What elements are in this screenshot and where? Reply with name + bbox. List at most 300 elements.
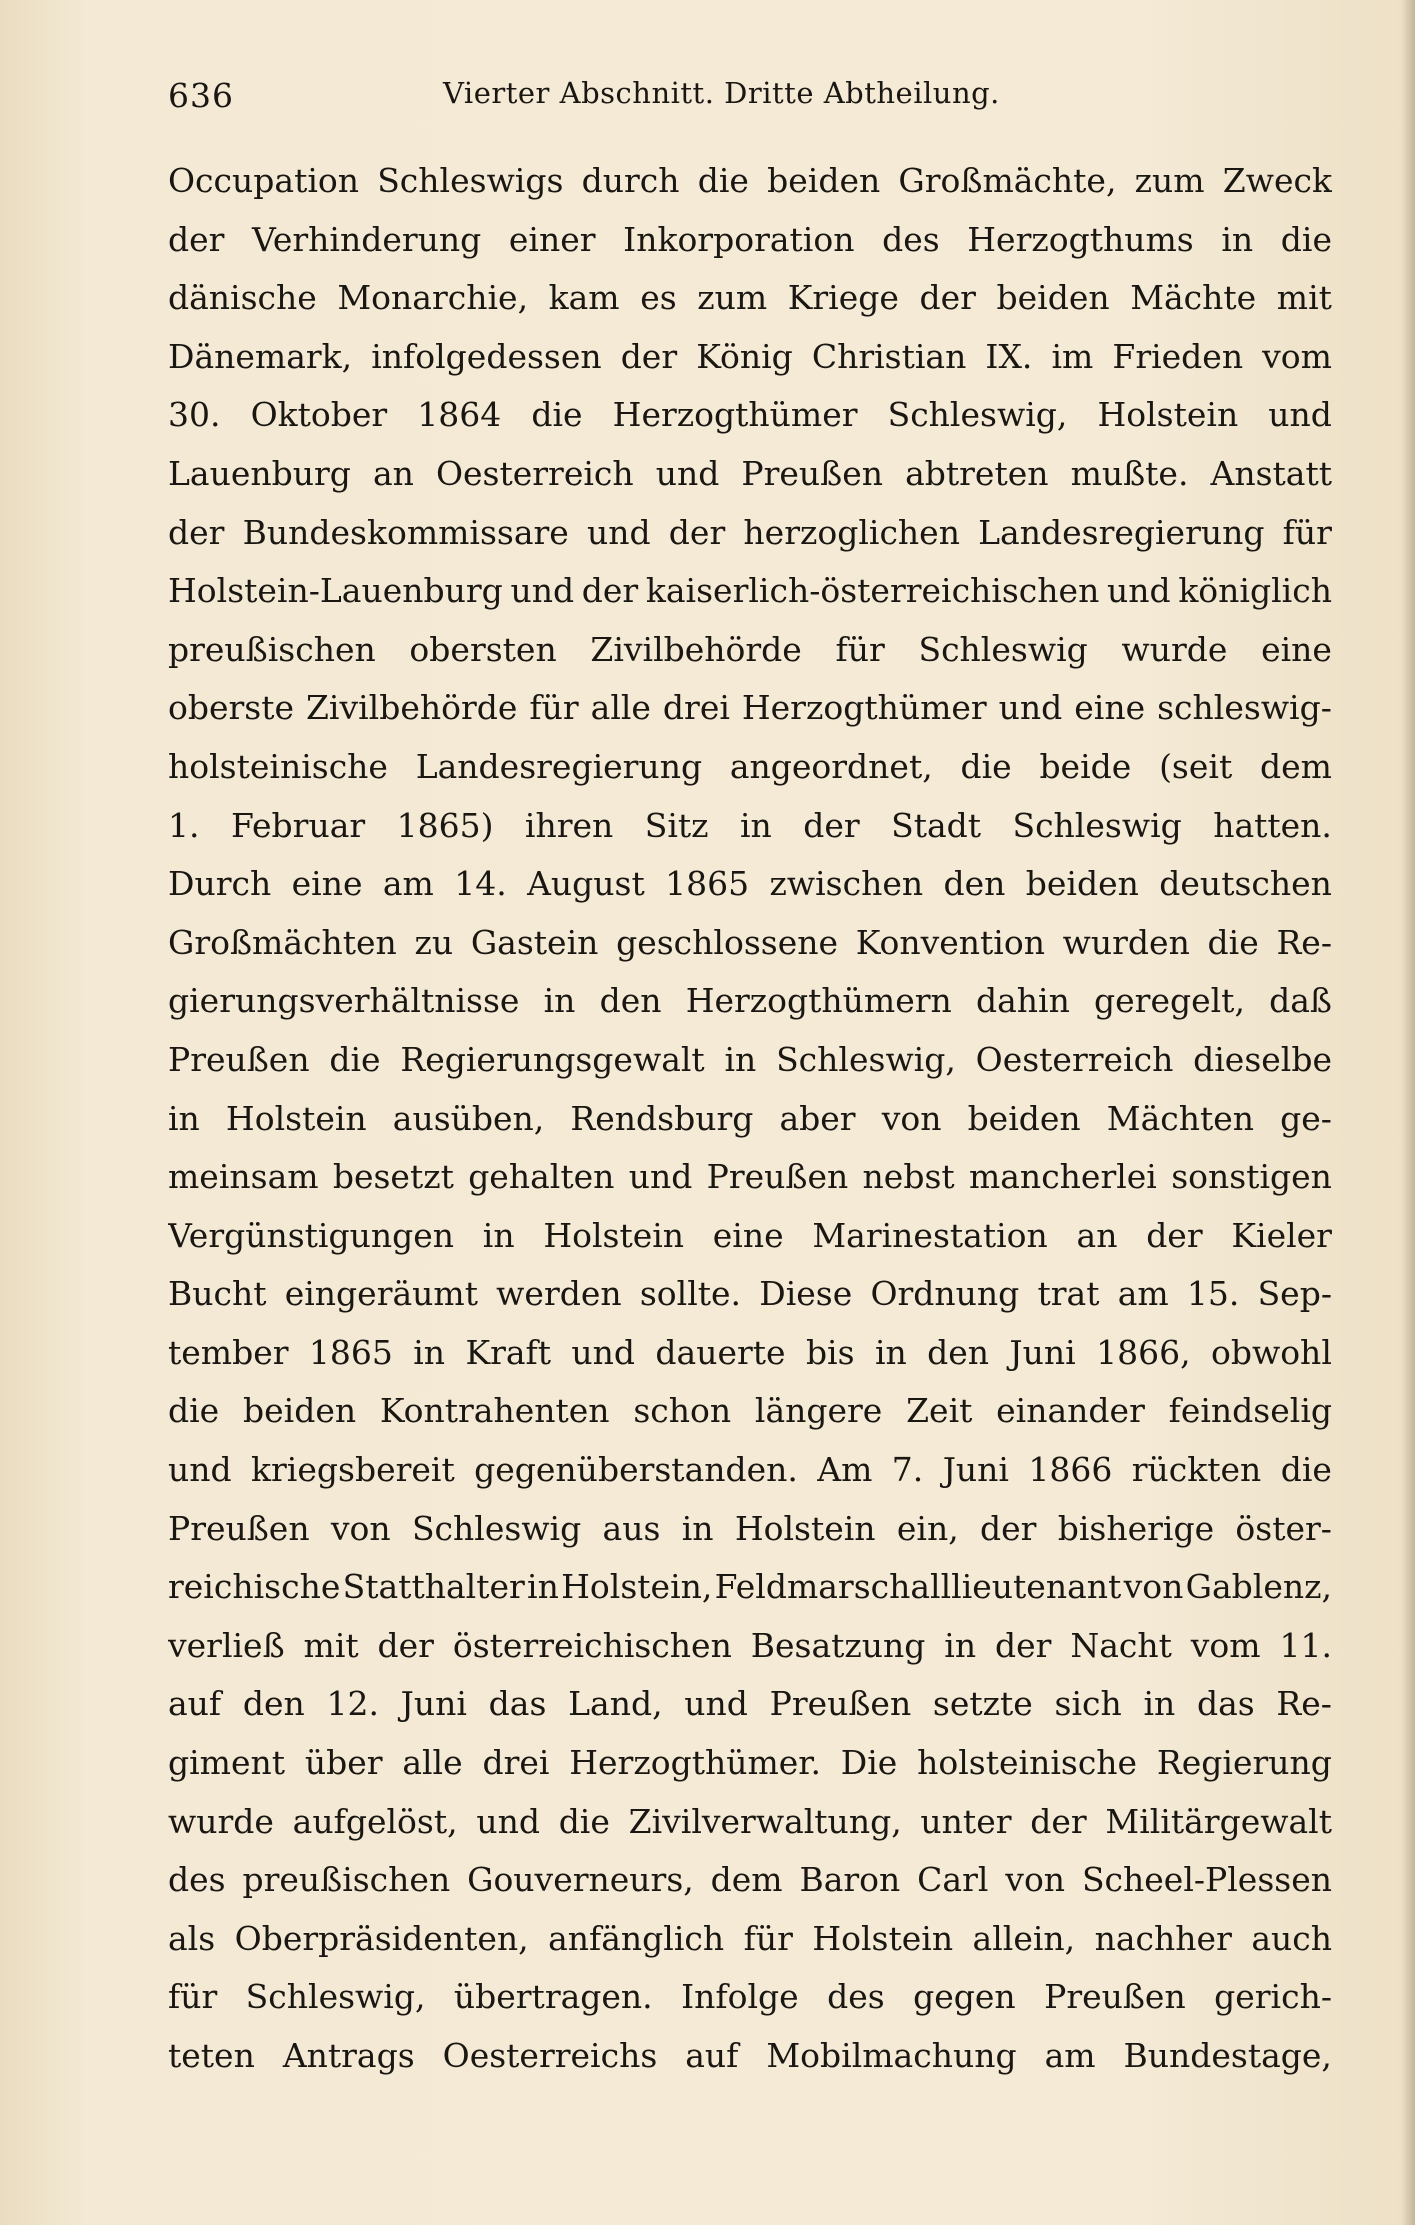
word: Gastein: [470, 922, 599, 962]
page-number: 636: [168, 76, 234, 115]
word: 1866,: [1096, 1332, 1191, 1372]
text-line: [168, 738, 1332, 797]
word: öster-: [1235, 1508, 1332, 1548]
word: in: [413, 1332, 446, 1372]
word: der: [995, 1625, 1052, 1665]
word: Carl: [917, 1860, 989, 1900]
word: Gouverneurs,: [467, 1860, 694, 1900]
word: mußte.: [1070, 453, 1189, 493]
word: Preußen: [706, 1157, 849, 1197]
word: obwohl: [1210, 1332, 1332, 1372]
text-line: [168, 1382, 1332, 1441]
word: Antrags: [282, 2036, 415, 2075]
word: Oesterreich: [975, 1039, 1174, 1079]
word: und: [684, 1684, 748, 1724]
word: gegenüberstanden.: [474, 1450, 798, 1490]
word: aber: [779, 1098, 856, 1138]
text-line: [168, 1207, 1332, 1266]
word: in: [944, 1625, 977, 1665]
word: Holstein: [734, 1508, 876, 1548]
word: der: [377, 1625, 434, 1665]
word: IX.: [985, 336, 1033, 376]
word: auch: [1251, 1918, 1332, 1958]
word: im: [1051, 336, 1094, 376]
word: in: [724, 1039, 757, 1079]
word: Die: [840, 1743, 898, 1783]
word: schon: [633, 1391, 732, 1431]
word: Bundeskommissare: [242, 512, 569, 552]
word: dauerte: [655, 1332, 786, 1372]
word: des: [168, 1860, 226, 1900]
word: Zweck: [1222, 161, 1332, 200]
text-line: [168, 1675, 1332, 1734]
word: Militärgewalt: [1105, 1801, 1332, 1841]
word: und: [655, 453, 720, 493]
word: Occupation: [168, 161, 360, 200]
word: Preußen: [168, 1508, 310, 1548]
word: eine: [291, 864, 363, 904]
word: herzoglichen: [743, 512, 960, 552]
word: ihren: [524, 805, 614, 845]
word: auf: [685, 2036, 739, 2075]
word: der: [168, 219, 225, 259]
word: der: [168, 512, 225, 552]
word: 1.: [168, 805, 200, 845]
word: eine: [1261, 629, 1332, 669]
word: gehalten: [468, 1157, 615, 1197]
word: die: [558, 1801, 610, 1841]
text-line: [168, 211, 1332, 270]
word: für: [835, 629, 885, 669]
word: Preußen: [741, 453, 884, 493]
word: Marinestation: [812, 1215, 1048, 1255]
text-line: [168, 621, 1332, 680]
word: der: [1030, 1801, 1087, 1841]
text-line: [168, 1090, 1332, 1149]
word: und: [1268, 395, 1332, 435]
word: und: [168, 1450, 232, 1490]
word: für: [743, 1918, 793, 1958]
word: die: [960, 746, 1012, 786]
word: zum: [1134, 161, 1205, 200]
word: ausüben,: [392, 1098, 545, 1138]
word: reichische: [168, 1567, 341, 1607]
word: in: [482, 1215, 515, 1255]
word: Dänemark,: [168, 336, 353, 376]
text-line: [168, 328, 1332, 387]
word: in: [527, 1567, 559, 1607]
word: am: [1044, 2036, 1096, 2075]
word: Zivilverwaltung,: [628, 1801, 902, 1841]
word: Schleswig,: [776, 1039, 956, 1079]
word: Kontrahenten: [379, 1391, 610, 1431]
word: gierungsverhältnisse: [168, 981, 520, 1021]
word: Holstein: [1097, 395, 1239, 435]
word: übertragen.: [453, 1977, 653, 2017]
word: den: [242, 1684, 305, 1724]
word: schleswig-: [1157, 688, 1332, 728]
word: unter: [920, 1801, 1012, 1841]
word: über: [304, 1743, 383, 1783]
word: beide: [1039, 746, 1132, 786]
word: wurde: [168, 1801, 274, 1841]
word: der: [581, 571, 639, 611]
word: wurden: [1062, 922, 1190, 962]
word: 30.: [168, 395, 221, 435]
word: 1864: [417, 395, 502, 435]
word: 11.: [1279, 1625, 1332, 1665]
word: Schleswig: [918, 629, 1088, 669]
text-line: [168, 504, 1332, 563]
word: König: [696, 336, 793, 376]
word: in: [168, 1098, 200, 1138]
word: in: [543, 981, 576, 1021]
word: Verhinderung: [252, 219, 482, 259]
word: 14.: [454, 864, 507, 904]
word: die: [1207, 922, 1259, 962]
word: Christian: [811, 336, 967, 376]
word: beiden: [1025, 864, 1139, 904]
word: zum: [697, 278, 768, 318]
word: Herzogthümern: [685, 981, 952, 1021]
word: Juni: [400, 1684, 467, 1724]
word: und: [628, 1157, 693, 1197]
word: anfänglich: [548, 1918, 725, 1958]
word: Lauenburg: [168, 453, 351, 493]
word: der: [919, 278, 976, 318]
word: das: [1196, 1684, 1255, 1724]
text-line: [168, 1031, 1332, 1090]
text-line: [168, 1910, 1332, 1969]
word: auf: [168, 1684, 222, 1724]
text-line: [168, 1617, 1332, 1676]
word: Regierungsgewalt: [400, 1039, 705, 1079]
word: besetzt: [332, 1157, 454, 1197]
word: hatten.: [1213, 805, 1332, 845]
word: Zivilbehörde: [590, 629, 802, 669]
word: am: [382, 864, 434, 904]
page-header: [168, 70, 1048, 116]
word: der: [1146, 1215, 1203, 1255]
word: Frieden: [1112, 336, 1244, 376]
word: Konvention: [855, 922, 1045, 962]
word: Preußen: [769, 1684, 912, 1724]
word: am: [1117, 1274, 1169, 1314]
word: von: [330, 1508, 391, 1548]
text-line: [168, 855, 1332, 914]
word: die: [697, 161, 749, 200]
word: die: [531, 395, 583, 435]
word: angeordnet,: [729, 746, 933, 786]
word: Schleswig: [411, 1508, 582, 1548]
text-line: [168, 152, 1332, 211]
word: ein,: [896, 1508, 959, 1548]
word: oberste: [168, 688, 295, 728]
word: 7.: [891, 1450, 924, 1490]
word: eine: [712, 1215, 784, 1255]
word: Regierung: [1156, 1743, 1332, 1783]
word: kaiserlich-österreichischen: [645, 571, 1100, 611]
running-head: Vierter Abschnitt. Dritte Abtheilung.: [443, 76, 1000, 110]
word: eine: [1074, 688, 1146, 728]
word: Inkorporation: [623, 219, 855, 259]
word: Holstein-Lauenburg: [168, 571, 503, 611]
word: Großmächten: [168, 922, 397, 962]
word: obersten: [409, 629, 557, 669]
word: 1865: [308, 1332, 393, 1372]
word: Juni: [942, 1450, 1009, 1490]
word: Re-: [1276, 1684, 1332, 1724]
body-text: [168, 152, 1332, 2086]
word: Rendsburg: [570, 1098, 754, 1138]
text-line: [168, 562, 1332, 621]
word: Feldmarschalllieutenant: [714, 1567, 1122, 1607]
word: 1865: [665, 864, 750, 904]
word: daß: [1269, 981, 1332, 1021]
word: geschlossene: [616, 922, 839, 962]
word: deutschen: [1159, 864, 1332, 904]
word: aufgelöst,: [292, 1801, 458, 1841]
word: beiden: [242, 1391, 357, 1431]
word: in: [1221, 219, 1254, 259]
word: trat: [1037, 1274, 1100, 1314]
word: mit: [303, 1625, 359, 1665]
word: die: [1280, 1450, 1332, 1490]
word: Sep-: [1257, 1274, 1332, 1314]
word: und: [998, 688, 1063, 728]
word: gerich-: [1214, 1977, 1332, 2017]
word: Baron: [799, 1860, 901, 1900]
word: Durch: [168, 864, 272, 904]
word: feindselig: [1168, 1391, 1332, 1431]
word: Diese: [759, 1274, 853, 1314]
word: Februar: [230, 805, 366, 845]
word: und: [1107, 571, 1171, 611]
word: der: [668, 512, 726, 552]
word: der: [620, 336, 678, 376]
word: Stadt: [891, 805, 982, 845]
word: Vergünstigungen: [168, 1215, 455, 1255]
word: Zivilbehörde: [306, 688, 518, 728]
word: zwischen: [769, 864, 924, 904]
word: meinsam: [168, 1157, 319, 1197]
word: Anstatt: [1210, 453, 1332, 493]
word: beiden: [767, 161, 881, 200]
word: einander: [996, 1391, 1145, 1431]
text-line: [168, 1851, 1332, 1910]
word: Schleswigs: [377, 161, 564, 200]
word: den: [943, 864, 1006, 904]
word: werden: [496, 1274, 622, 1314]
word: Gablenz,: [1185, 1567, 1332, 1607]
text-line: [168, 1441, 1332, 1500]
word: den: [599, 981, 662, 1021]
text-line: [168, 797, 1332, 856]
word: Bundestage,: [1123, 2036, 1332, 2075]
word: dem: [1259, 746, 1332, 786]
word: beiden: [967, 1098, 1081, 1138]
word: sich: [1054, 1684, 1122, 1724]
word: Mächten: [1106, 1098, 1255, 1138]
word: teten: [168, 2036, 255, 2075]
word: in: [681, 1508, 714, 1548]
word: in: [874, 1332, 907, 1372]
word: und: [476, 1801, 540, 1841]
word: vom: [1262, 336, 1332, 376]
text-line: [168, 445, 1332, 504]
word: giment: [168, 1743, 286, 1783]
word: nachher: [1094, 1918, 1232, 1958]
word: bisherige: [1057, 1508, 1215, 1548]
word: Nacht: [1070, 1625, 1172, 1665]
word: 12.: [326, 1684, 379, 1724]
word: vom: [1190, 1625, 1261, 1665]
word: österreichischen: [452, 1625, 732, 1665]
text-line: [168, 1968, 1332, 2027]
word: mancherlei: [968, 1157, 1157, 1197]
word: Juni: [1009, 1332, 1076, 1372]
word: infolgedessen: [371, 336, 602, 376]
word: verließ: [168, 1625, 285, 1665]
text-line: [168, 386, 1332, 445]
word: Herzogthümer: [741, 688, 987, 728]
word: tember: [168, 1332, 289, 1372]
word: kam: [548, 278, 620, 318]
word: preußischen: [242, 1860, 451, 1900]
word: dänische: [168, 278, 317, 318]
word: an: [1076, 1215, 1118, 1255]
word: 1865): [396, 805, 494, 845]
word: preußischen: [168, 629, 376, 669]
word: rückten: [1131, 1450, 1262, 1490]
word: drei: [482, 1743, 550, 1783]
word: und: [571, 1332, 636, 1372]
text-line: [168, 914, 1332, 973]
word: die: [329, 1039, 381, 1079]
text-line: [168, 679, 1332, 738]
word: Holstein: [543, 1215, 685, 1255]
text-line: [168, 972, 1332, 1031]
text-line: [168, 1324, 1332, 1383]
word: den: [927, 1332, 990, 1372]
word: Oesterreichs: [442, 2036, 658, 2075]
text-line: [168, 1500, 1332, 1559]
word: alle: [590, 688, 651, 728]
word: Infolge: [681, 1977, 799, 2017]
word: Sitz: [644, 805, 709, 845]
word: Kriege: [787, 278, 899, 318]
text-line: [168, 2027, 1332, 2086]
word: Landesregierung: [978, 512, 1265, 552]
word: eingeräumt: [284, 1274, 478, 1314]
word: Holstein,: [561, 1567, 713, 1607]
word: für: [168, 1977, 218, 2017]
word: Landesregierung: [415, 746, 703, 786]
word: Herzogthümer.: [569, 1743, 821, 1783]
word: (seit: [1159, 746, 1233, 786]
word: nebst: [862, 1157, 955, 1197]
word: 1866: [1028, 1450, 1113, 1490]
text-line: [168, 1734, 1332, 1793]
word: die: [168, 1391, 220, 1431]
word: gegen: [913, 1977, 1016, 2017]
word: der: [803, 805, 860, 845]
page-edge-shadow: [1401, 0, 1415, 2225]
word: Preußen: [168, 1039, 310, 1079]
word: an: [372, 453, 414, 493]
word: Oesterreich: [435, 453, 634, 493]
word: abtreten: [905, 453, 1049, 493]
word: Besatzung: [750, 1625, 926, 1665]
word: 15.: [1186, 1274, 1240, 1314]
word: allein,: [972, 1918, 1076, 1958]
word: Schleswig: [1012, 805, 1182, 845]
word: holsteinische: [168, 746, 388, 786]
word: Oberpräsidenten,: [234, 1918, 529, 1958]
word: sonstigen: [1171, 1157, 1332, 1197]
word: wurde: [1121, 629, 1228, 669]
word: Herzogthums: [967, 219, 1194, 259]
word: es: [640, 278, 677, 318]
word: Kraft: [465, 1332, 552, 1372]
word: bis: [805, 1332, 855, 1372]
word: das: [488, 1684, 547, 1724]
word: des: [827, 1977, 885, 2017]
word: setzte: [932, 1684, 1033, 1724]
word: Statthalter: [342, 1567, 525, 1607]
word: sollte.: [639, 1274, 742, 1314]
word: dem: [710, 1860, 783, 1900]
word: von: [881, 1098, 942, 1138]
word: in: [1143, 1684, 1176, 1724]
word: ge-: [1280, 1098, 1332, 1138]
word: Herzogthümer: [612, 395, 858, 435]
word: in: [739, 805, 772, 845]
word: längere: [754, 1391, 883, 1431]
word: kriegsbereit: [251, 1450, 455, 1490]
word: drei: [662, 688, 730, 728]
word: für: [529, 688, 579, 728]
word: als: [168, 1918, 216, 1958]
word: Scheel-Plessen: [1081, 1860, 1332, 1900]
word: von: [1005, 1860, 1066, 1900]
word: und: [586, 512, 651, 552]
word: Preußen: [1044, 1977, 1186, 2017]
word: geregelt,: [1094, 981, 1245, 1021]
word: Zeit: [906, 1391, 973, 1431]
word: mit: [1276, 278, 1332, 318]
word: für: [1282, 512, 1332, 552]
word: Holstein: [812, 1918, 954, 1958]
word: Großmächte,: [898, 161, 1117, 200]
word: Ordnung: [870, 1274, 1020, 1314]
word: holsteinische: [917, 1743, 1138, 1783]
word: dieselbe: [1193, 1039, 1332, 1079]
word: Oktober: [250, 395, 388, 435]
text-line: [168, 1265, 1332, 1324]
word: zu: [414, 922, 454, 962]
text-line: [168, 1558, 1332, 1617]
word: und: [510, 571, 575, 611]
word: einer: [508, 219, 596, 259]
word: August: [527, 864, 645, 904]
word: von: [1123, 1567, 1184, 1607]
word: dahin: [975, 981, 1070, 1021]
word: der: [979, 1508, 1037, 1548]
word: Re-: [1276, 922, 1332, 962]
text-line: [168, 269, 1332, 328]
word: Mobilmachung: [766, 2036, 1017, 2075]
